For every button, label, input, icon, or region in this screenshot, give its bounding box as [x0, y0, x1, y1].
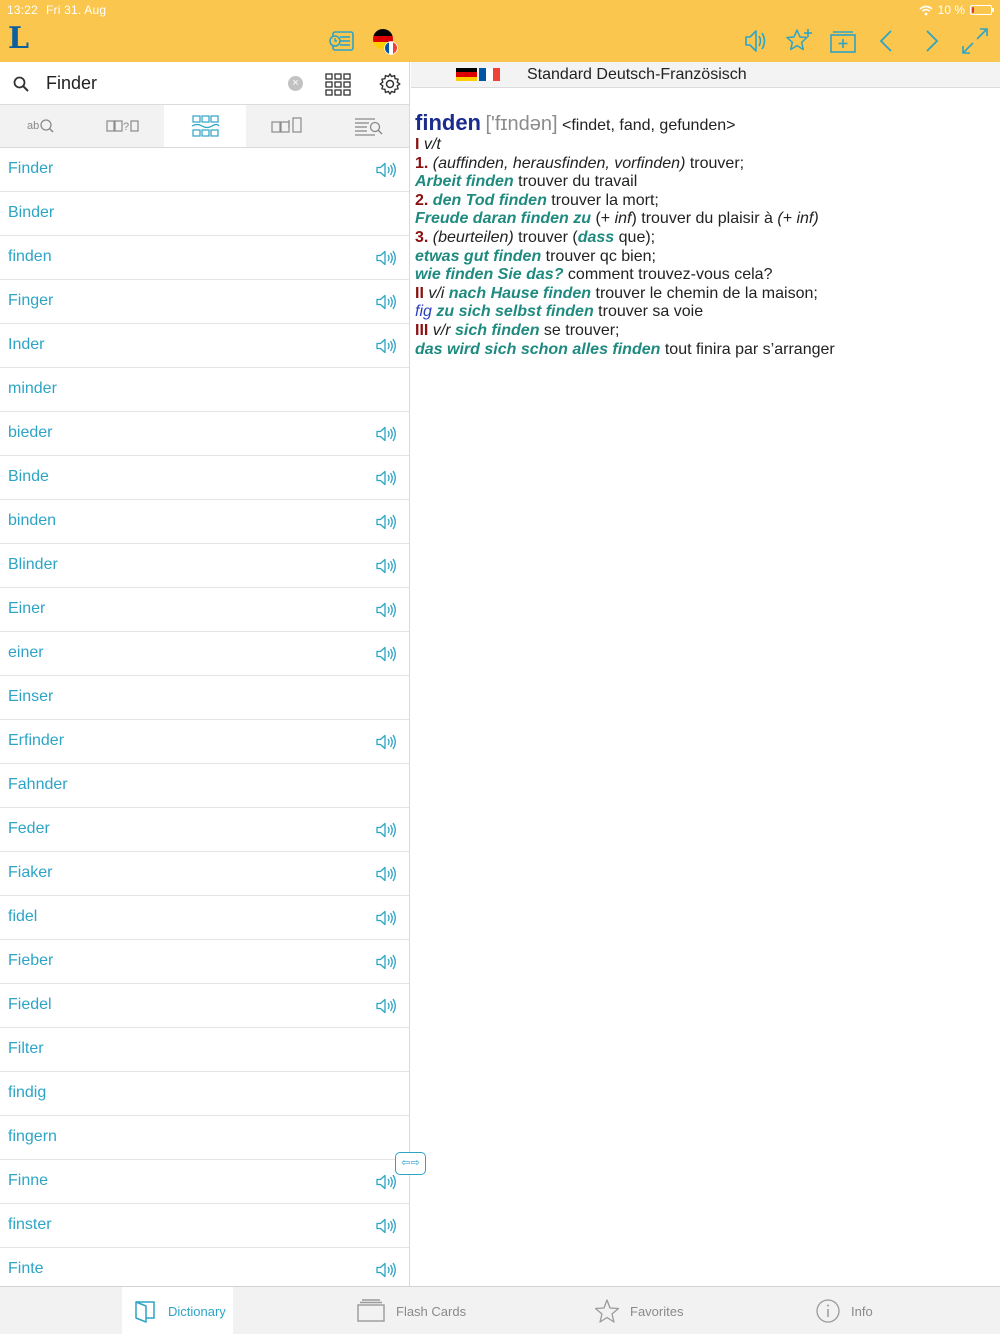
translation: comment trouvez-vous cela?: [563, 266, 773, 284]
speaker-icon[interactable]: [375, 513, 397, 531]
list-item[interactable]: [0, 1116, 410, 1160]
dictionary-entry: [415, 110, 995, 359]
list-item[interactable]: [0, 1028, 410, 1072]
spell-search-icon: [23, 114, 59, 138]
list-item[interactable]: [0, 1160, 410, 1204]
expand-icon[interactable]: [958, 24, 992, 58]
sense: [415, 229, 995, 248]
list-item-word: fidel: [8, 908, 38, 925]
speaker-icon[interactable]: [375, 645, 397, 663]
fuzzy-search-icon: [187, 114, 223, 138]
example: [415, 266, 995, 285]
battery-level: [972, 7, 974, 13]
list-item-word: Einser: [8, 688, 54, 705]
speaker-icon[interactable]: [375, 997, 397, 1015]
speaker-icon[interactable]: [375, 337, 397, 355]
dictionary-title: Standard Deutsch-Französisch: [527, 66, 747, 83]
word-list: [0, 148, 410, 1286]
list-item-word: Fahnder: [8, 776, 68, 793]
sense-gloss: (auffinden, herausfinden, vorfinden): [428, 154, 686, 172]
list-item-word: Feder: [8, 820, 50, 837]
speaker-icon[interactable]: [375, 1173, 397, 1191]
example-phrase[interactable]: den Tod finden: [428, 191, 547, 209]
pronunciation: ['fɪndən]: [485, 113, 558, 135]
language-pair-flags: [456, 68, 500, 81]
back-icon[interactable]: [870, 24, 904, 58]
speaker-icon[interactable]: [375, 249, 397, 267]
list-item[interactable]: [0, 148, 410, 192]
tab-info[interactable]: [815, 1287, 873, 1334]
svg-text:?: ?: [123, 121, 130, 133]
entry-panel: [411, 62, 1000, 1286]
tab-fulltext-search[interactable]: [328, 105, 410, 147]
translation: trouver la mort;: [546, 191, 659, 209]
tab-label: Info: [851, 1303, 873, 1319]
top-toolbar: [0, 0, 1000, 62]
tab-label: Flash Cards: [396, 1303, 467, 1319]
translation: trouver du travail: [513, 173, 638, 191]
battery-icon: [970, 5, 992, 15]
example-phrase[interactable]: Arbeit finden: [415, 173, 514, 191]
example-phrase[interactable]: sich finden: [450, 321, 540, 339]
example: [415, 210, 995, 229]
list-item[interactable]: [0, 984, 410, 1028]
wifi-icon: [919, 5, 933, 16]
roman-numeral: III: [415, 321, 429, 339]
list-item[interactable]: [0, 500, 410, 544]
split-view-handle[interactable]: ⇦⇨: [395, 1152, 426, 1175]
speaker-icon[interactable]: [738, 24, 772, 58]
list-item[interactable]: [0, 764, 410, 808]
list-item-word: Binder: [8, 204, 55, 221]
list-item-word: Finne: [8, 1172, 49, 1189]
sense-gloss: (beurteilen): [428, 228, 514, 246]
list-item-word: Fiaker: [8, 864, 53, 881]
tab-dictionary[interactable]: [122, 1287, 233, 1334]
word-list-panel: [0, 62, 410, 1286]
list-item[interactable]: [0, 192, 410, 236]
translation: que);: [614, 228, 656, 246]
battery-percent: 10 %: [937, 3, 965, 17]
example-phrase[interactable]: zu sich selbst finden: [431, 303, 594, 321]
speaker-icon[interactable]: [375, 909, 397, 927]
status-bar-left: [7, 3, 106, 17]
tab-flash-cards[interactable]: [356, 1287, 466, 1334]
speaker-icon[interactable]: [375, 733, 397, 751]
speaker-icon[interactable]: [375, 557, 397, 575]
list-item-word: Filter: [8, 1040, 44, 1057]
translation: ) trouver du plaisir à: [631, 210, 778, 228]
list-item[interactable]: [0, 676, 410, 720]
example-phrase[interactable]: nach Hause finden: [444, 284, 592, 302]
speaker-icon[interactable]: [375, 469, 397, 487]
grid-view-icon[interactable]: [324, 72, 352, 96]
translation: trouver;: [685, 154, 745, 172]
list-item-word: Einer: [8, 600, 46, 617]
part-of-speech: v/r: [428, 321, 451, 339]
translation: se trouver;: [539, 321, 620, 339]
list-item[interactable]: [0, 324, 410, 368]
french-flag-icon: [479, 68, 500, 81]
tab-favorites[interactable]: [594, 1287, 683, 1334]
tab-label: Dictionary: [168, 1303, 226, 1319]
tab-fuzzy-search[interactable]: [164, 105, 246, 147]
part-of-speech: v/t: [419, 136, 441, 153]
forward-icon[interactable]: [914, 24, 948, 58]
list-item-word: Finger: [8, 292, 54, 309]
list-item[interactable]: [0, 236, 410, 280]
translation: trouver qc bien;: [541, 247, 656, 265]
star-icon: [594, 1298, 620, 1324]
tab-wildcard-search[interactable]: [82, 105, 164, 147]
part-of-speech: v/i: [423, 284, 445, 302]
sense: [415, 192, 995, 211]
tab-spell-search[interactable]: [0, 105, 82, 147]
list-item-word: finden: [8, 248, 52, 265]
list-item-word: finster: [8, 1216, 52, 1233]
search-mode-tabs: [0, 105, 410, 148]
add-flashcard-icon[interactable]: [826, 24, 860, 58]
speaker-icon[interactable]: [375, 601, 397, 619]
status-bar-right: [919, 3, 992, 17]
inflected-forms: <findet, fand, gefunden>: [557, 117, 736, 134]
add-favorite-icon[interactable]: [782, 24, 816, 58]
list-item-word: Binde: [8, 468, 49, 485]
history-icon[interactable]: [325, 24, 359, 58]
fulltext-search-icon: [351, 114, 387, 138]
list-item[interactable]: [0, 720, 410, 764]
list-item-word: Fiedel: [8, 996, 52, 1013]
dictionary-header: [411, 62, 1000, 88]
tab-label: Favorites: [630, 1303, 684, 1319]
german-flag-icon: [456, 68, 477, 81]
bottom-tab-bar: [0, 1286, 1000, 1334]
list-item-word: einer: [8, 644, 44, 661]
roman-numeral: I: [415, 136, 420, 153]
info-icon: [815, 1298, 841, 1324]
speaker-icon[interactable]: [375, 1261, 397, 1279]
list-item[interactable]: [0, 940, 410, 984]
list-item[interactable]: [0, 544, 410, 588]
search-icon: [12, 75, 30, 93]
roman-numeral: II: [415, 284, 424, 302]
speaker-icon[interactable]: [375, 293, 397, 311]
usage-label: fig: [415, 303, 432, 321]
list-item[interactable]: [0, 588, 410, 632]
list-item-word: Finte: [8, 1260, 44, 1277]
list-item[interactable]: [0, 896, 410, 940]
flashcards-icon: [356, 1298, 386, 1324]
list-item[interactable]: [0, 808, 410, 852]
book-icon: [132, 1298, 158, 1324]
example: [415, 173, 995, 192]
list-item-word: findig: [8, 1084, 47, 1101]
grammar-note: (+: [591, 210, 615, 228]
translation: trouver (: [513, 228, 578, 246]
list-item[interactable]: [0, 368, 410, 412]
example: [415, 341, 995, 360]
status-date: Fri 31. Aug: [46, 3, 107, 17]
list-item[interactable]: [0, 632, 410, 676]
list-item[interactable]: [0, 1248, 410, 1286]
app-logo: L: [8, 21, 30, 56]
sense-group: [415, 136, 995, 155]
search-input[interactable]: [46, 68, 276, 98]
speaker-icon[interactable]: [375, 1217, 397, 1235]
sense-number: 3.: [415, 228, 429, 246]
headword: finden: [415, 110, 481, 135]
grammar-note-inf: (+ inf): [777, 210, 819, 228]
sense-group: [415, 285, 995, 304]
entry-headline: [415, 110, 995, 136]
list-item-word: minder: [8, 380, 57, 397]
search-bar: [0, 62, 410, 105]
tab-compound-search[interactable]: [246, 105, 328, 147]
list-item[interactable]: [0, 1204, 410, 1248]
compound-search-icon: [269, 114, 305, 138]
wildcard-search-icon: [105, 114, 141, 138]
list-item-word: Fieber: [8, 952, 54, 969]
translation: tout finira par s’arranger: [660, 340, 835, 358]
list-item-word: fingern: [8, 1128, 57, 1145]
status-time: 13:22: [7, 3, 39, 17]
list-item-word: Finder: [8, 160, 54, 177]
svg-text:ab: ab: [27, 120, 40, 132]
sense-number: 1.: [415, 154, 429, 172]
list-item-word: binden: [8, 512, 57, 529]
list-item[interactable]: [0, 1072, 410, 1116]
speaker-icon[interactable]: [375, 161, 397, 179]
example-phrase[interactable]: das wird sich schon alles finden: [415, 340, 661, 358]
translation: trouver sa voie: [593, 303, 704, 321]
language-flag-icon[interactable]: [367, 24, 401, 58]
example: [415, 248, 995, 267]
example: [415, 303, 995, 322]
example-phrase[interactable]: wie finden Sie das?: [415, 266, 564, 284]
list-item-word: Blinder: [8, 556, 58, 573]
gear-icon[interactable]: [378, 72, 402, 96]
list-item-word: Inder: [8, 336, 45, 353]
speaker-icon[interactable]: [375, 425, 397, 443]
clear-search-button[interactable]: ×: [288, 76, 303, 91]
list-item-word: bieder: [8, 424, 53, 441]
speaker-icon[interactable]: [375, 821, 397, 839]
example-phrase[interactable]: dass: [577, 228, 615, 246]
sense: [415, 155, 995, 174]
grammar-note-inf: inf: [614, 210, 632, 228]
sense-number: 2.: [415, 191, 429, 209]
list-item[interactable]: [0, 280, 410, 324]
sense-group: [415, 322, 995, 341]
example-phrase[interactable]: etwas gut finden: [415, 247, 542, 265]
speaker-icon[interactable]: [375, 865, 397, 883]
speaker-icon[interactable]: [375, 953, 397, 971]
list-item[interactable]: [0, 412, 410, 456]
list-item-word: Erfinder: [8, 732, 65, 749]
translation: trouver le chemin de la maison;: [591, 284, 818, 302]
list-item[interactable]: [0, 852, 410, 896]
list-item[interactable]: [0, 456, 410, 500]
example-phrase[interactable]: Freude daran finden zu: [415, 210, 592, 228]
